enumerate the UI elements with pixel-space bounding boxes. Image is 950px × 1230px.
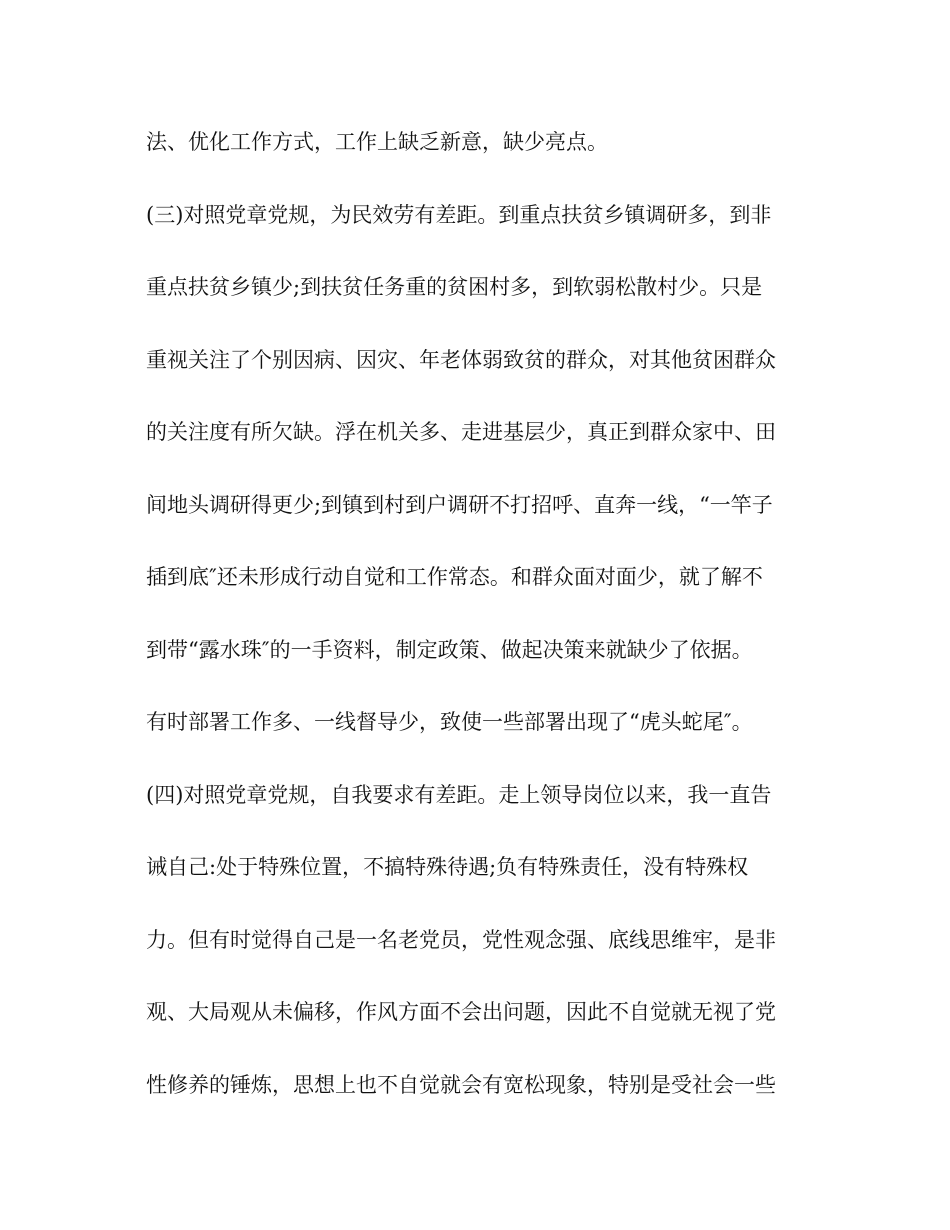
- text-line: 力。但有时觉得自己是一名老党员，党性观念强、底线思维牢，是非: [146, 927, 776, 952]
- text-line: 重点扶贫乡镇少;到扶贫任务重的贫困村多，到软弱松散村少。只是: [146, 275, 763, 299]
- text-line: (三)对照党章党规，为民效劳有差距。到重点扶贫乡镇调研多，到非: [146, 202, 772, 227]
- text-line: 插到底″还未形成行动自觉和工作常态。和群众面对面少，就了解不: [146, 565, 763, 589]
- text-line: 间地头调研得更少;到镇到村到户调研不打招呼、直奔一线，“一竿子: [146, 492, 773, 517]
- text-line: 法、优化工作方式，工作上缺乏新意，缺少亮点。: [146, 130, 608, 154]
- text-line: 的关注度有所欠缺。浮在机关多、走进基层少，真正到群众家中、田: [146, 420, 776, 444]
- text-line: 到带“露水珠″的一手资料，制定政策、做起决策来就缺少了依据。: [146, 637, 753, 662]
- text-line: 有时部署工作多、一线督导少，致使一些部署出现了“虎头蛇尾″。: [146, 710, 753, 734]
- text-line: 重视关注了个别因病、因灾、年老体弱致贫的群众，对其他贫困群众: [146, 347, 776, 372]
- text-line: 性修养的锤炼，思想上也不自觉就会有宽松现象，特别是受社会一些: [146, 1072, 776, 1097]
- body-text: [146, 120, 806, 1135]
- text-line: 诫自己:处于特殊位置，不搞特殊待遇;负有特殊责任，没有特殊权: [146, 855, 749, 879]
- text-line: 观、大局观从未偏移，作风方面不会出问题，因此不自觉就无视了党: [146, 1000, 776, 1024]
- text-line: (四)对照党章党规，自我要求有差距。走上领导岗位以来，我一直告: [146, 782, 772, 807]
